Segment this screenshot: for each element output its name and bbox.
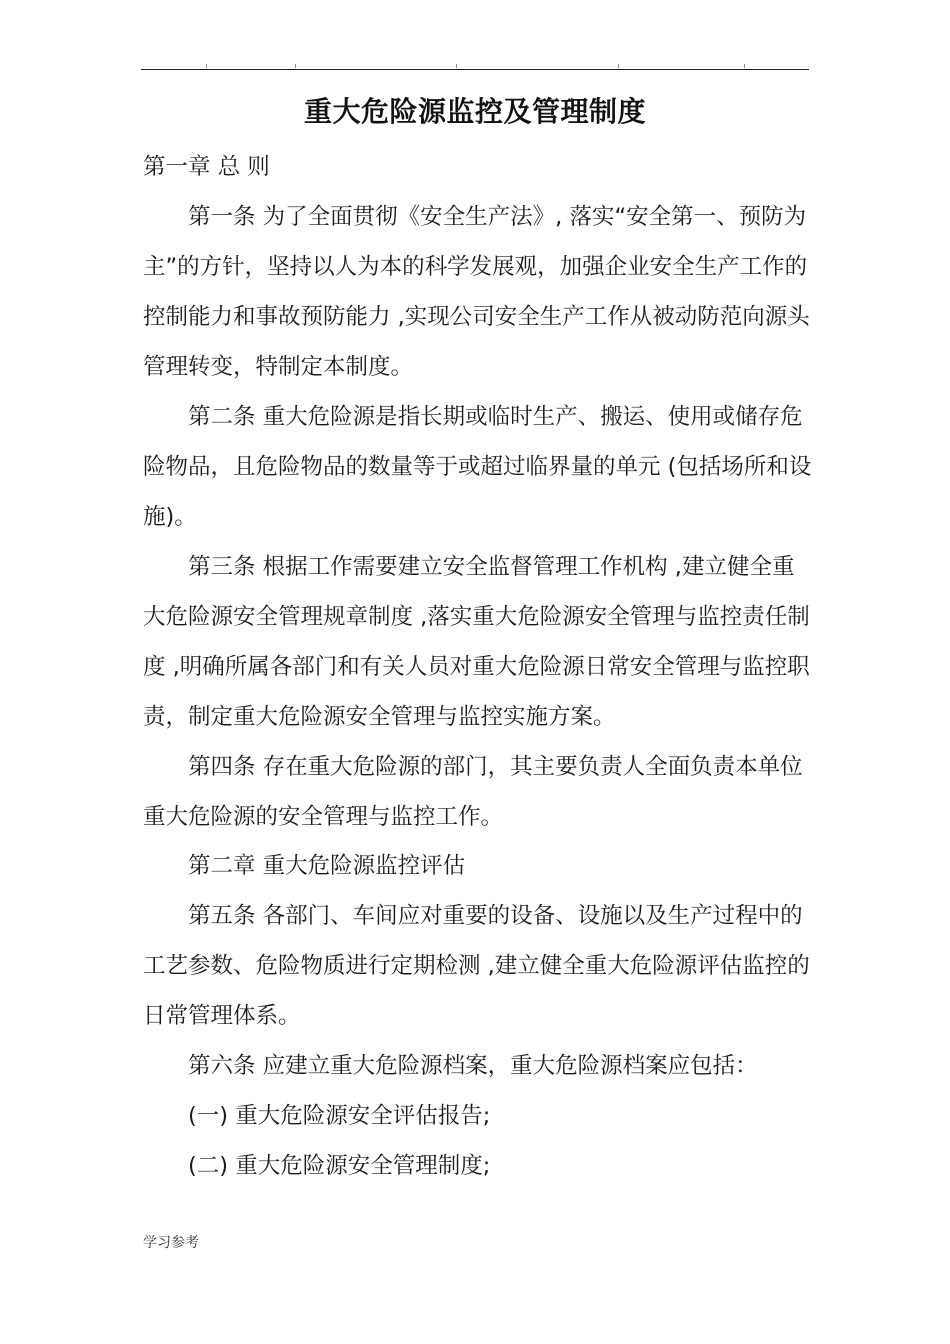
footer-note: 学习参考 [143,1235,199,1251]
article-1-line: 第一条 为了全面贯彻《安全生产法》, 落实“安全第一、预防为 [188,204,807,230]
article-5-line: 第五条 各部门、车间应对重要的设备、设施以及生产过程中的 [188,903,803,929]
article-3-line: 度 ,明确所属各部门和有关人员对重大危险源日常安全管理与监控职 [143,654,810,680]
header-tick [744,64,745,68]
article-2-line: 施)。 [143,504,197,530]
list-item: (二) 重大危险源安全管理制度; [188,1153,491,1179]
header-tick [618,64,619,68]
header-tick [456,64,457,68]
article-1-line: 管理转变，特制定本制度。 [143,354,414,380]
article-3-line: 大危险源安全管理规章制度 ,落实重大危险源安全管理与监控责任制 [143,604,810,630]
article-4-line: 第四条 存在重大危险源的部门，其主要负责人全面负责本单位 [188,754,803,780]
chapter-2-heading: 第二章 重大危险源监控评估 [188,853,466,879]
article-1-line: 主”的方针，坚持以人为本的科学发展观，加强企业安全生产工作的 [143,254,808,280]
article-3-line: 责，制定重大危险源安全管理与监控实施方案。 [143,704,616,730]
article-4-line: 重大危险源的安全管理与监控工作。 [143,804,504,830]
header-rule [141,69,809,70]
header-tick [206,64,207,68]
chapter-1-heading: 第一章 总 则 [143,154,270,180]
header-tick [295,64,296,68]
article-2-line: 险物品，且危险物品的数量等于或超过临界量的单元 (包括场所和设 [143,454,812,480]
list-item: (一) 重大危险源安全评估报告; [188,1103,491,1129]
article-3-line: 第三条 根据工作需要建立安全监督管理工作机构 ,建立健全重 [188,554,795,580]
article-5-line: 日常管理体系。 [143,1003,301,1029]
article-1-line: 控制能力和事故预防能力 ,实现公司安全生产工作从被动防范向源头 [143,304,810,330]
article-5-line: 工艺参数、危险物质进行定期检测 ,建立健全重大危险源评估监控的 [143,953,810,979]
article-2-line: 第二条 重大危险源是指长期或临时生产、搬运、使用或储存危 [188,404,803,430]
document-title: 重大危险源监控及管理制度 [303,95,646,128]
article-6-line: 第六条 应建立重大危险源档案，重大危险源档案应包括： [188,1053,758,1079]
